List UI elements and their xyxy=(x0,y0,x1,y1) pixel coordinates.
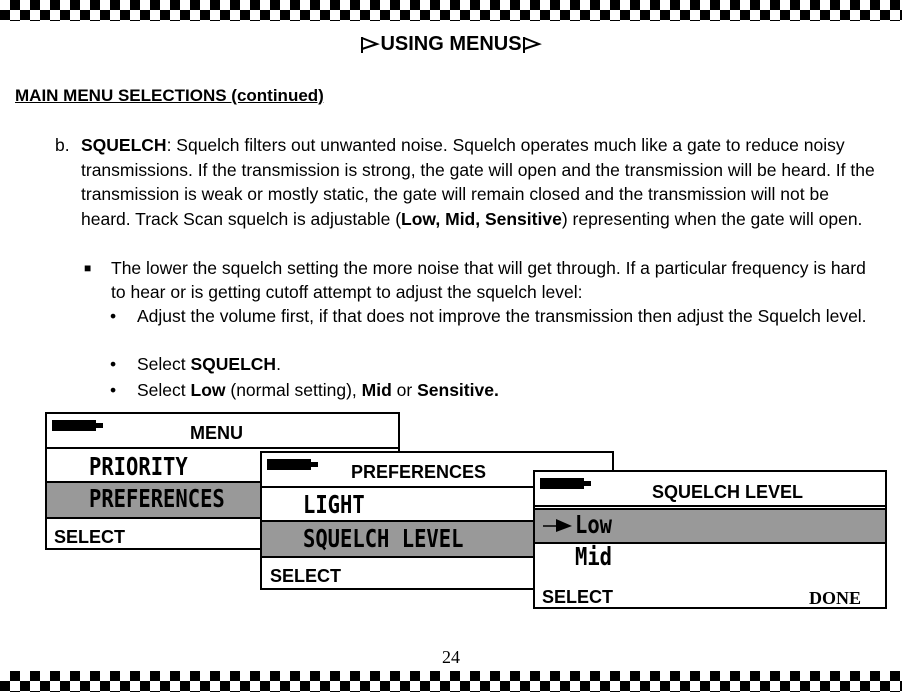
square-bullet-text: The lower the squelch setting the more noise that will get through. If a particular frequency is hard to hear or is getting cutoff attempt to adjust the squelch level: xyxy=(111,258,866,302)
screen-header: MENU xyxy=(190,423,243,443)
section-heading: MAIN MENU SELECTIONS (continued) xyxy=(15,86,324,105)
squelch-level-screen xyxy=(533,470,887,609)
battery-icon xyxy=(267,459,311,470)
divider xyxy=(47,447,398,449)
list-item-text: Adjust the volume first, if that does not improve the transmission then adjust the Squelch level. xyxy=(137,306,867,326)
checkered-border-top xyxy=(0,0,902,21)
low-bold: Low xyxy=(190,380,226,400)
flag-icon xyxy=(360,36,380,54)
squelch-text: : Squelch filters out unwanted noise. Squelch operates much like a gate to reduce noisy transmissions. If the transmission is strong, the gate will open and the transmission will be heard. If the transmission is weak or mostly static, the gate will remain closed and the transmission will not be heard. Track Scan squelch is adjustable ( xyxy=(81,135,875,229)
menu-item-priority[interactable]: PRIORITY xyxy=(89,452,188,481)
battery-icon xyxy=(52,420,96,431)
bullet-icon: • xyxy=(110,354,117,374)
item-label: b. xyxy=(55,135,70,155)
squelch-paragraph xyxy=(55,133,875,231)
list-item xyxy=(110,305,882,329)
list-item-text: Select xyxy=(137,354,191,374)
arrow-right-icon xyxy=(542,517,574,533)
list-item-text: (normal setting), xyxy=(225,380,362,400)
flag-icon xyxy=(522,36,542,54)
level-option-mid[interactable]: Mid xyxy=(575,542,613,571)
bullet-icon: • xyxy=(110,380,117,400)
done-softkey[interactable]: DONE xyxy=(809,588,862,608)
select-softkey[interactable]: SELECT xyxy=(270,566,342,586)
square-bullet-icon: ■ xyxy=(84,261,92,275)
page-title xyxy=(0,33,902,56)
select-softkey[interactable]: SELECT xyxy=(54,527,126,547)
divider xyxy=(535,505,885,507)
menu-item-squelch-level[interactable]: SQUELCH LEVEL xyxy=(303,524,464,553)
list-item-text: Select xyxy=(137,380,191,400)
list-item xyxy=(110,379,882,403)
squelch-options: Low, Mid, Sensitive xyxy=(401,208,562,229)
squelch-bold: SQUELCH xyxy=(190,354,277,374)
squelch-text-end: ) representing when the gate will open. xyxy=(561,208,863,229)
list-item xyxy=(110,353,882,377)
bullet-icon: • xyxy=(110,306,117,326)
checkered-border-bottom xyxy=(0,671,902,692)
screen-header: PREFERENCES xyxy=(351,462,487,482)
squelch-term: SQUELCH xyxy=(81,135,167,155)
level-option-low[interactable]: Low xyxy=(575,510,613,539)
battery-icon xyxy=(540,478,584,489)
page-number: 24 xyxy=(442,647,460,667)
square-bullet-item xyxy=(84,257,881,304)
menu-item-light[interactable]: LIGHT xyxy=(303,490,365,519)
menu-item-preferences[interactable]: PREFERENCES xyxy=(89,484,225,513)
title-text: USING MENUS xyxy=(380,33,522,55)
select-softkey[interactable]: SELECT xyxy=(542,587,614,607)
screen-header: SQUELCH LEVEL xyxy=(652,482,804,502)
sensitive-bold: Sensitive. xyxy=(417,380,499,400)
list-item-text: . xyxy=(276,354,281,374)
mid-bold: Mid xyxy=(361,380,392,400)
list-item-text: or xyxy=(391,380,418,400)
